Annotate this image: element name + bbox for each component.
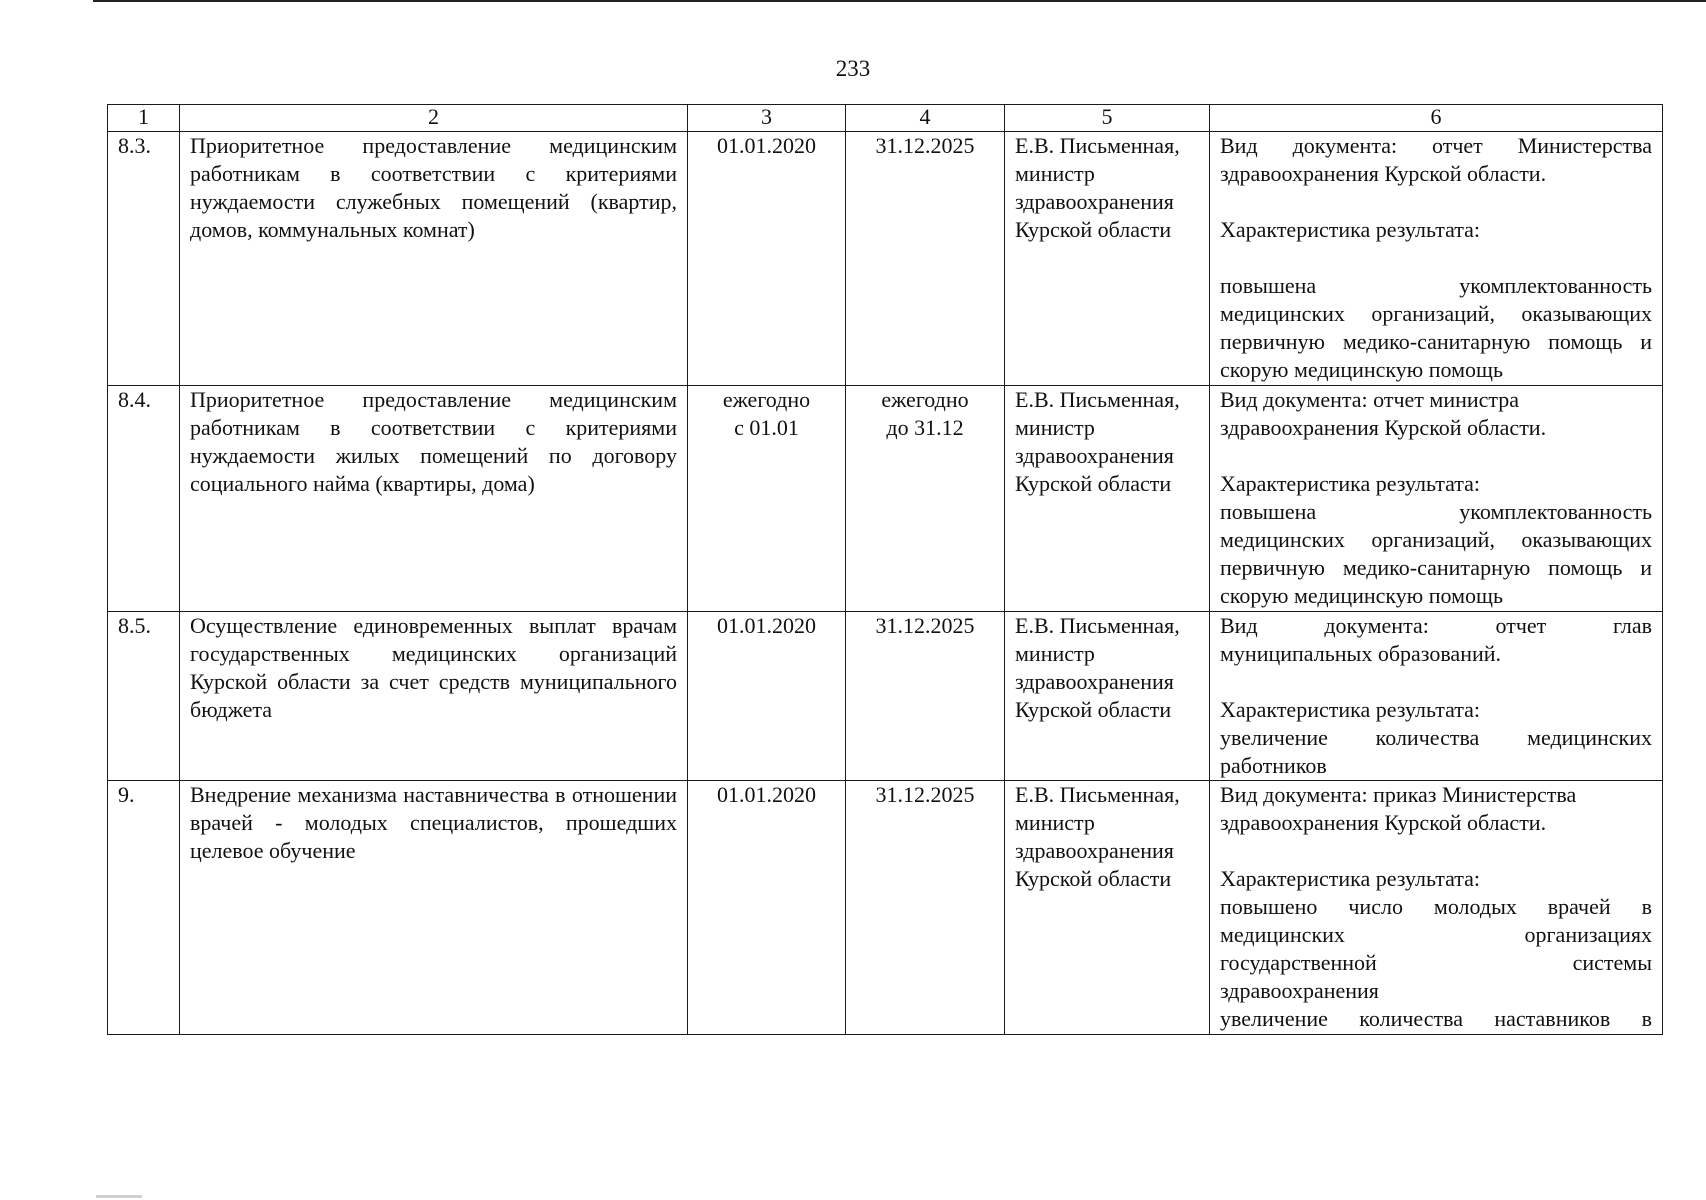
start-date-line: 01.01.2020: [717, 782, 816, 807]
responsible-line: Курской области: [1015, 217, 1172, 242]
end-date: [846, 781, 1005, 1035]
responsible-line: здравоохранения: [1015, 669, 1174, 694]
responsible-line: министр: [1015, 810, 1095, 835]
doc-type-line: Вид документа: отчет министра: [1220, 387, 1520, 412]
doc-type-line: Вид документа: приказ Министерства: [1220, 782, 1577, 807]
start-date: [688, 612, 846, 781]
end-date-line: 31.12.2025: [875, 782, 975, 807]
table-row: [108, 386, 1663, 612]
end-date-line: ежегодно: [881, 387, 969, 412]
responsible-line: министр: [1015, 641, 1095, 666]
scan-artifact: [96, 1195, 142, 1198]
responsible-line: Курской области: [1015, 866, 1172, 891]
responsible-line: Е.В. Письменная,: [1015, 387, 1180, 412]
result-line: повышено число молодых врачей в: [1220, 894, 1652, 919]
result-line: медицинских организаций, оказывающих: [1220, 301, 1652, 326]
row-number: 9.: [108, 781, 180, 1035]
responsible-line: Курской области: [1015, 697, 1172, 722]
col-number: 5: [1005, 105, 1210, 132]
event-description: Внедрение механизма наставничества в отношении врачей - молодых специалистов, прошедших целевое обучение: [180, 781, 688, 1035]
doc-type-line: здравоохранения Курской области.: [1220, 161, 1547, 186]
end-date: [846, 612, 1005, 781]
col-number: 3: [688, 105, 846, 132]
row-number: 8.3.: [108, 132, 180, 386]
start-date-line: ежегодно: [722, 387, 811, 412]
col-number: 1: [108, 105, 180, 132]
result-description: [1210, 612, 1663, 781]
start-date-line: 01.01.2020: [717, 613, 816, 638]
result-line: повышена укомплектованность: [1220, 273, 1652, 298]
responsible-line: здравоохранения: [1015, 443, 1174, 468]
start-date-line: 01.01.2020: [717, 133, 816, 158]
event-description: Приоритетное предоставление медицинским работникам в соответствии с критериями нуждаемости служебных помещений (квартир, домов, коммунальных комнат): [180, 132, 688, 386]
result-line: государственной системы: [1220, 950, 1652, 975]
result-line: первичную медико-санитарную помощь и: [1220, 555, 1652, 580]
result-line: увеличение количества наставников в: [1220, 1006, 1652, 1031]
result-line: скорую медицинскую помощь: [1220, 583, 1503, 608]
responsible-line: министр: [1015, 161, 1095, 186]
end-date: [846, 132, 1005, 386]
responsible-person: [1005, 386, 1210, 612]
end-date-line: 31.12.2025: [875, 133, 975, 158]
start-date: [688, 386, 846, 612]
event-description: Осуществление единовременных выплат врачам государственных медицинских организаций Курской области за счет средств муниципального бюджета: [180, 612, 688, 781]
row-number: 8.4.: [108, 386, 180, 612]
table-row: [108, 132, 1663, 386]
responsible-line: министр: [1015, 415, 1095, 440]
doc-type-line: здравоохранения Курской области.: [1220, 415, 1547, 440]
responsible-line: здравоохранения: [1015, 189, 1174, 214]
responsible-line: Курской области: [1015, 471, 1172, 496]
end-date-line: до 31.12: [886, 415, 964, 440]
table-row: [108, 612, 1663, 781]
event-description: Приоритетное предоставление медицинским работникам в соответствии с критериями нуждаемости жилых помещений по договору социального найма (квартиры, дома): [180, 386, 688, 612]
result-description: [1210, 132, 1663, 386]
result-line: здравоохранения: [1220, 978, 1379, 1003]
responsible-person: [1005, 612, 1210, 781]
responsible-line: здравоохранения: [1015, 838, 1174, 863]
result-line: работников: [1220, 753, 1327, 778]
result-line: медицинских организаций, оказывающих: [1220, 527, 1652, 552]
result-heading: Характеристика результата:: [1220, 697, 1481, 722]
page-number: 233: [835, 56, 871, 81]
result-description: [1210, 781, 1663, 1035]
start-date: [688, 132, 846, 386]
result-heading: Характеристика результата:: [1220, 471, 1481, 496]
start-date: [688, 781, 846, 1035]
result-heading: Характеристика результата:: [1220, 217, 1481, 242]
result-line: повышена укомплектованность: [1220, 499, 1652, 524]
responsible-line: Е.В. Письменная,: [1015, 613, 1180, 638]
responsible-line: Е.В. Письменная,: [1015, 133, 1180, 158]
result-heading: Характеристика результата:: [1220, 866, 1481, 891]
doc-type-line: муниципальных образований.: [1220, 641, 1502, 666]
result-line: первичную медико-санитарную помощь и: [1220, 329, 1652, 354]
doc-type-line: здравоохранения Курской области.: [1220, 810, 1547, 835]
top-border-line: [93, 0, 1706, 2]
row-number: 8.5.: [108, 612, 180, 781]
col-number: 6: [1210, 105, 1663, 132]
end-date-line: 31.12.2025: [875, 613, 975, 638]
start-date-line: с 01.01: [734, 415, 799, 440]
responsible-line: Е.В. Письменная,: [1015, 782, 1180, 807]
activity-plan-table: [107, 104, 1663, 1035]
end-date: [846, 386, 1005, 612]
result-line: увеличение количества медицинских: [1220, 725, 1652, 750]
col-number: 2: [180, 105, 688, 132]
result-description: [1210, 386, 1663, 612]
col-number: 4: [846, 105, 1005, 132]
result-line: медицинских организациях: [1220, 922, 1652, 947]
table-row: [108, 781, 1663, 1035]
result-line: скорую медицинскую помощь: [1220, 357, 1503, 382]
responsible-person: [1005, 781, 1210, 1035]
doc-type-line: Вид документа: отчет Министерства: [1220, 133, 1652, 158]
doc-type-line: Вид документа: отчет глав: [1220, 613, 1652, 638]
column-numbers-row: [108, 105, 1663, 132]
responsible-person: [1005, 132, 1210, 386]
